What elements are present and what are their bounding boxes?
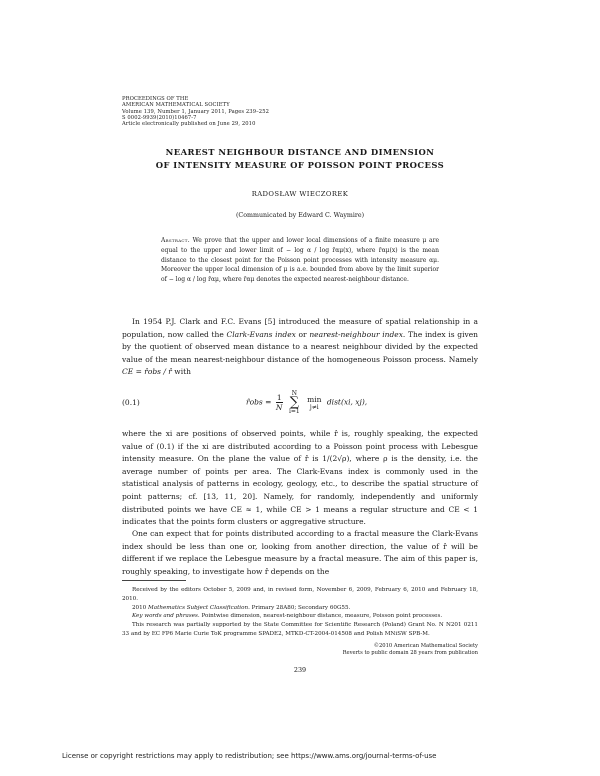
term-nearest-neighbour: nearest-neighbour index [309,329,403,339]
journal-header [122,96,269,127]
communicated-by: (Communicated by Edward C. Waymire) [235,212,365,219]
footnote-divider [122,580,186,581]
term-clark-evans: Clark-Evans index [226,329,296,339]
keywords-label: Key words and phrases. [132,613,200,620]
equation-0-1 [122,392,478,422]
equation-fraction [276,393,283,412]
paper-title [110,146,490,171]
ce-formula: CE = r̂obs / r̂ [122,367,172,377]
footnote-msc [122,604,478,613]
keywords-text: Pointwise dimension, nearest-neighbour distance, measure, Poisson point processes. [201,613,443,620]
equation-rhs: dist(xi, xj), [326,397,368,407]
equation-lhs: r̂obs = [246,397,272,407]
intro-or: or [298,329,307,339]
msc-label: Mathematics Subject Classification. [148,604,250,611]
equation-number: (0.1) [122,398,140,407]
intro-text: In 1954 P.J. Clark and F.C. Evans [5] introduced the measure of spatial relationship in a population, now called the [122,317,478,339]
copyright-line-1: ©2010 American Mathematical Society [373,643,478,649]
msc-text: Primary 28A80; Secondary 60G55. [251,604,351,611]
title-line-2: OF INTENSITY MEASURE OF POISSON POINT PROCESS [155,159,445,170]
intro-text-2: . The index is given by the quotient of observed mean distance to a nearest neighbour divided by the expected value of the mean nearest-neighbour distance of the homogeneous Poisson process. Namely [122,329,478,364]
sum-symbol: ∑ [289,395,299,410]
header-line: AMERICAN MATHEMATICAL SOCIETY [122,102,230,109]
summation [289,390,300,415]
header-line: PROCEEDINGS OF THE [122,96,189,102]
paragraph-explanation: where the xi are positions of observed points, while r̂ is, roughly speaking, the expected value of (0.1) if the xi are distributed according to a Poisson point process with Lebesgue intensity measure. On the plane the value of r̂ is 1/(2√ρ), where ρ is the density, i.e. the average number of points per area. The Clark-Evans index is commonly used in the statistical analysis of patterns in ecology, geology, etc., to describe the spatial structure of point patterns; cf. [13, 11, 20]. Namely, for randomly, independently and uniformly distributed points we have CE ≈ 1, while CE > 1 means a regular structure and CE < 1 indicates that the points form clusters or aggregative structure. [122,429,478,527]
paragraph-intro [122,316,478,379]
fraction-denominator: N [275,403,283,412]
fraction-numerator: 1 [276,393,282,402]
header-line: Article electronically published on June 29, 2010 [122,121,256,128]
abstract-label: Abstract. [161,237,190,244]
abstract-text: We prove that the upper and lower local dimensions of a finite measure μ are equal to the upper and lower limit of − log α / log r̄αμ(x), where r̄αμ(x) is the mean distance to the closest point for the Poisson point processes with intensity measure αμ. Moreover the upper local dimension of μ is a.e. bounded from above by the limit superior of − log α / log r̄αμ, where r̄αμ denotes the expected nearest-neighbour distance. [161,237,439,284]
sum-upper: N [291,390,297,397]
copyright-notice [343,643,478,656]
min-operator [307,395,321,411]
footnote-received: Received by the editors October 5, 2009 and, in revised form, November 6, 2009, February 6, 2010 and February 18, 2010. [122,587,478,602]
abstract [161,236,439,285]
footnote-support: This research was partially supported by the State Committee for Scientific Research (Poland) Grant No. N N201 0211 33 and by EC FP6 Marie Curie ToK programme SPADE2, MTKD-CT-2004-014508 and Polish MNiSW SPB-M. [122,622,478,637]
intro-text-3: with [174,367,191,377]
min-subscript: j≠i [309,403,319,411]
min-word: min [307,394,322,404]
title-line-1: NEAREST NEIGHBOUR DISTANCE AND DIMENSION [165,147,435,157]
footnotes [122,586,478,639]
page-number: 239 [293,666,307,674]
sum-lower: i=1 [288,408,300,415]
paragraph-fractal: One can expect that for points distributed according to a fractal measure the Clark-Evans index should be less than one or, looking from another direction, the value of r̂ will be different if we replace the Lebesgue measure by a fractal measure. The aim of this paper is, roughly speaking, to investigate how r̂ depends on the [122,529,478,576]
equation-body [246,390,367,415]
author-name: RADOSŁAW WIECZOREK [251,190,349,198]
footnote-keywords [122,612,478,621]
header-line: Volume 139, Number 1, January 2011, Pages 239–252 [122,108,269,115]
header-line: S 0002-9939(2010)10467-7 [122,114,197,121]
msc-year: 2010 [132,604,147,611]
license-notice[interactable]: License or copyright restrictions may apply to redistribution; see https://www.ams.org/journal-terms-of-use [62,752,437,760]
copyright-line-2: Reverts to public domain 28 years from publication [342,649,478,656]
